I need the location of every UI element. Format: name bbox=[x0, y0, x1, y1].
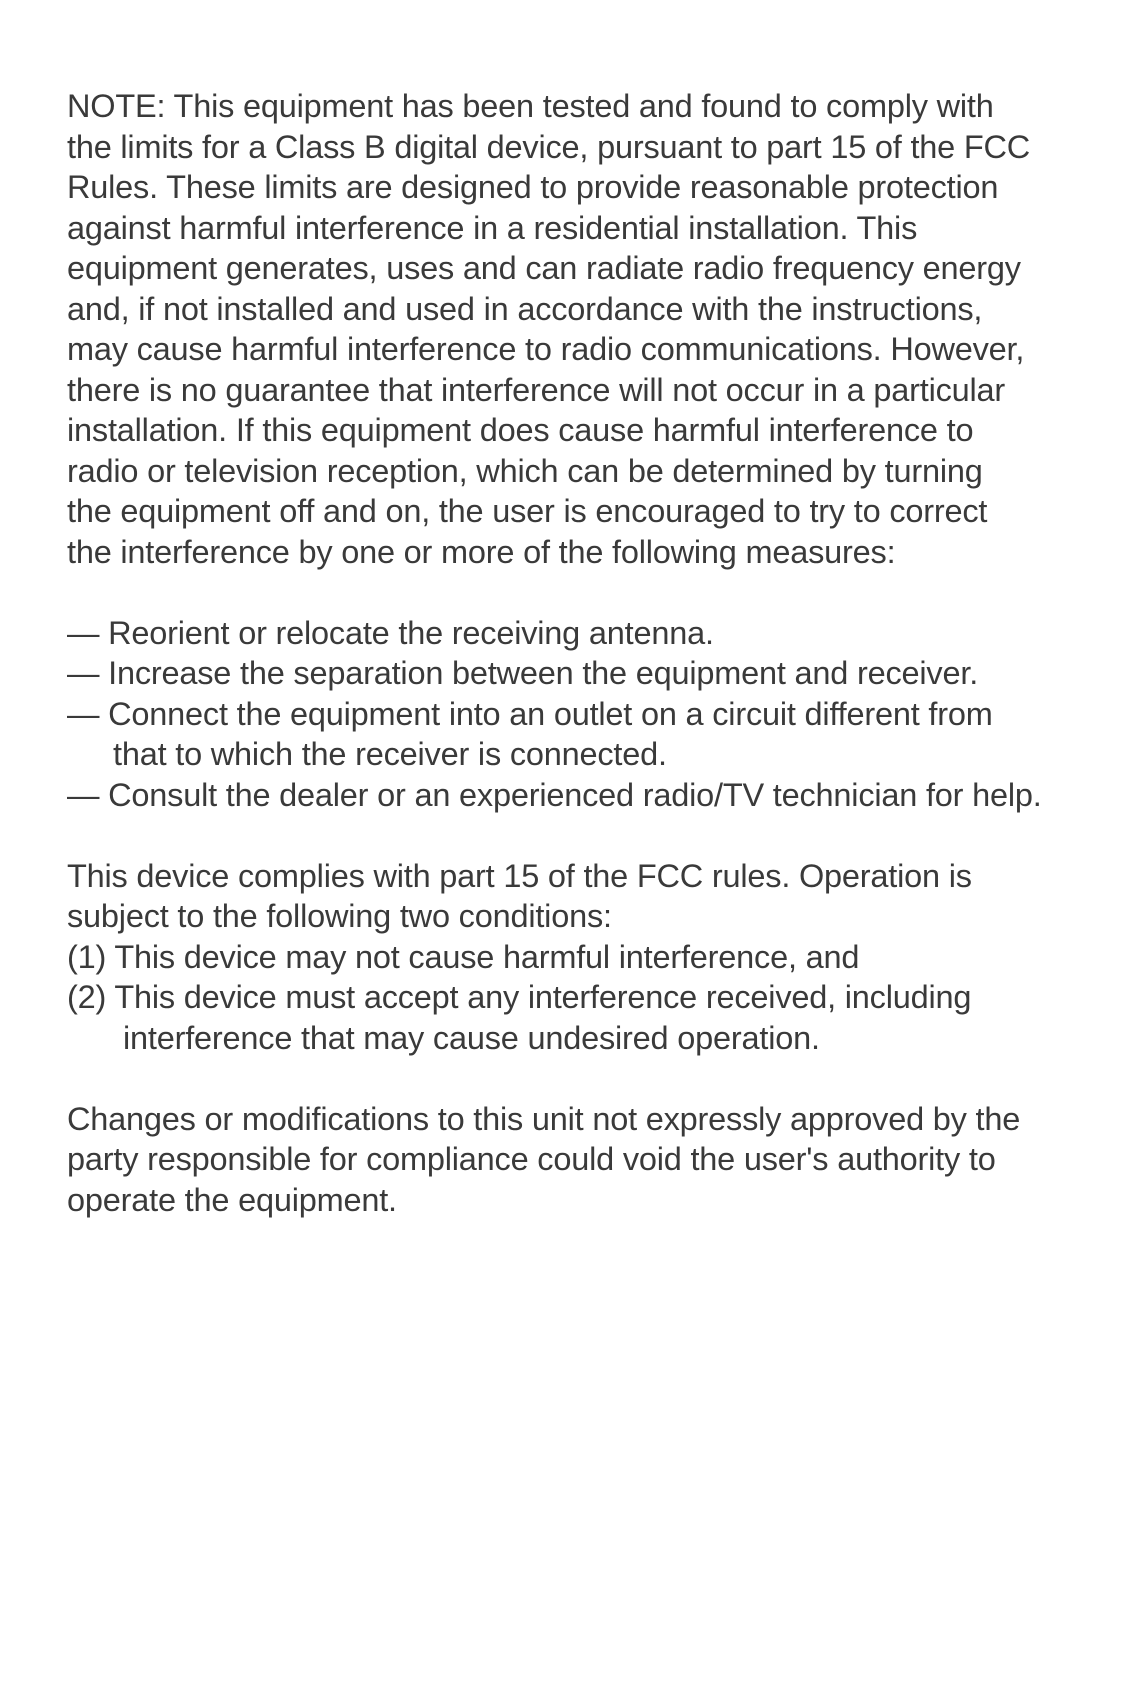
changes-line: Changes or modifications to this unit not expressly approved by the bbox=[67, 1100, 1021, 1137]
note-line: there is no guarantee that interference will not occur in a particular bbox=[67, 371, 1006, 408]
note-line: equipment generates, uses and can radiate radio frequency energy bbox=[67, 250, 1021, 286]
note-line: NOTE: This equipment has been tested and found to comply with bbox=[67, 88, 994, 124]
compliance-paragraph bbox=[67, 856, 1117, 1059]
changes-line: operate the equipment. bbox=[67, 1181, 397, 1218]
compliance-line: subject to the following two conditions: bbox=[67, 898, 612, 934]
note-line: radio or television reception, which can be determined by turning bbox=[67, 452, 983, 489]
note-line: Rules. These limits are designed to provide reasonable protection bbox=[67, 169, 999, 205]
measure-item: — Increase the separation between the equipment and receiver. bbox=[67, 655, 979, 691]
paragraph-spacer bbox=[67, 815, 1117, 856]
note-line: the equipment off and on, the user is encouraged to try to correct bbox=[67, 493, 988, 529]
condition-item: (1) This device may not cause harmful interference, and bbox=[67, 938, 860, 975]
measures-list bbox=[67, 613, 1117, 816]
condition-item: (2) This device must accept any interference received, including bbox=[67, 979, 972, 1015]
fcc-notice-page bbox=[67, 86, 1117, 1220]
measure-item-continuation: that to which the receiver is connected. bbox=[113, 736, 667, 772]
note-line: and, if not installed and used in accordance with the instructions, bbox=[67, 290, 983, 327]
changes-line: party responsible for compliance could void the user's authority to bbox=[67, 1141, 996, 1177]
note-line: the interference by one or more of the following measures: bbox=[67, 533, 896, 570]
note-line: against harmful interference in a residential installation. This bbox=[67, 209, 918, 246]
measure-item: — Reorient or relocate the receiving antenna. bbox=[67, 614, 714, 651]
note-line: may cause harmful interference to radio communications. However, bbox=[67, 331, 1025, 367]
changes-paragraph bbox=[67, 1099, 1117, 1221]
compliance-line: This device complies with part 15 of the FCC rules. Operation is bbox=[67, 857, 972, 894]
measure-item: — Connect the equipment into an outlet on a circuit different from bbox=[67, 695, 993, 732]
paragraph-spacer bbox=[67, 1058, 1117, 1099]
measure-item: — Consult the dealer or an experienced radio/TV technician for help. bbox=[67, 776, 1042, 813]
condition-item-continuation: interference that may cause undesired operation. bbox=[123, 1019, 820, 1056]
note-line: the limits for a Class B digital device, pursuant to part 15 of the FCC bbox=[67, 128, 1031, 165]
note-paragraph bbox=[67, 86, 1117, 572]
note-line: installation. If this equipment does cause harmful interference to bbox=[67, 412, 974, 448]
paragraph-spacer bbox=[67, 572, 1117, 613]
